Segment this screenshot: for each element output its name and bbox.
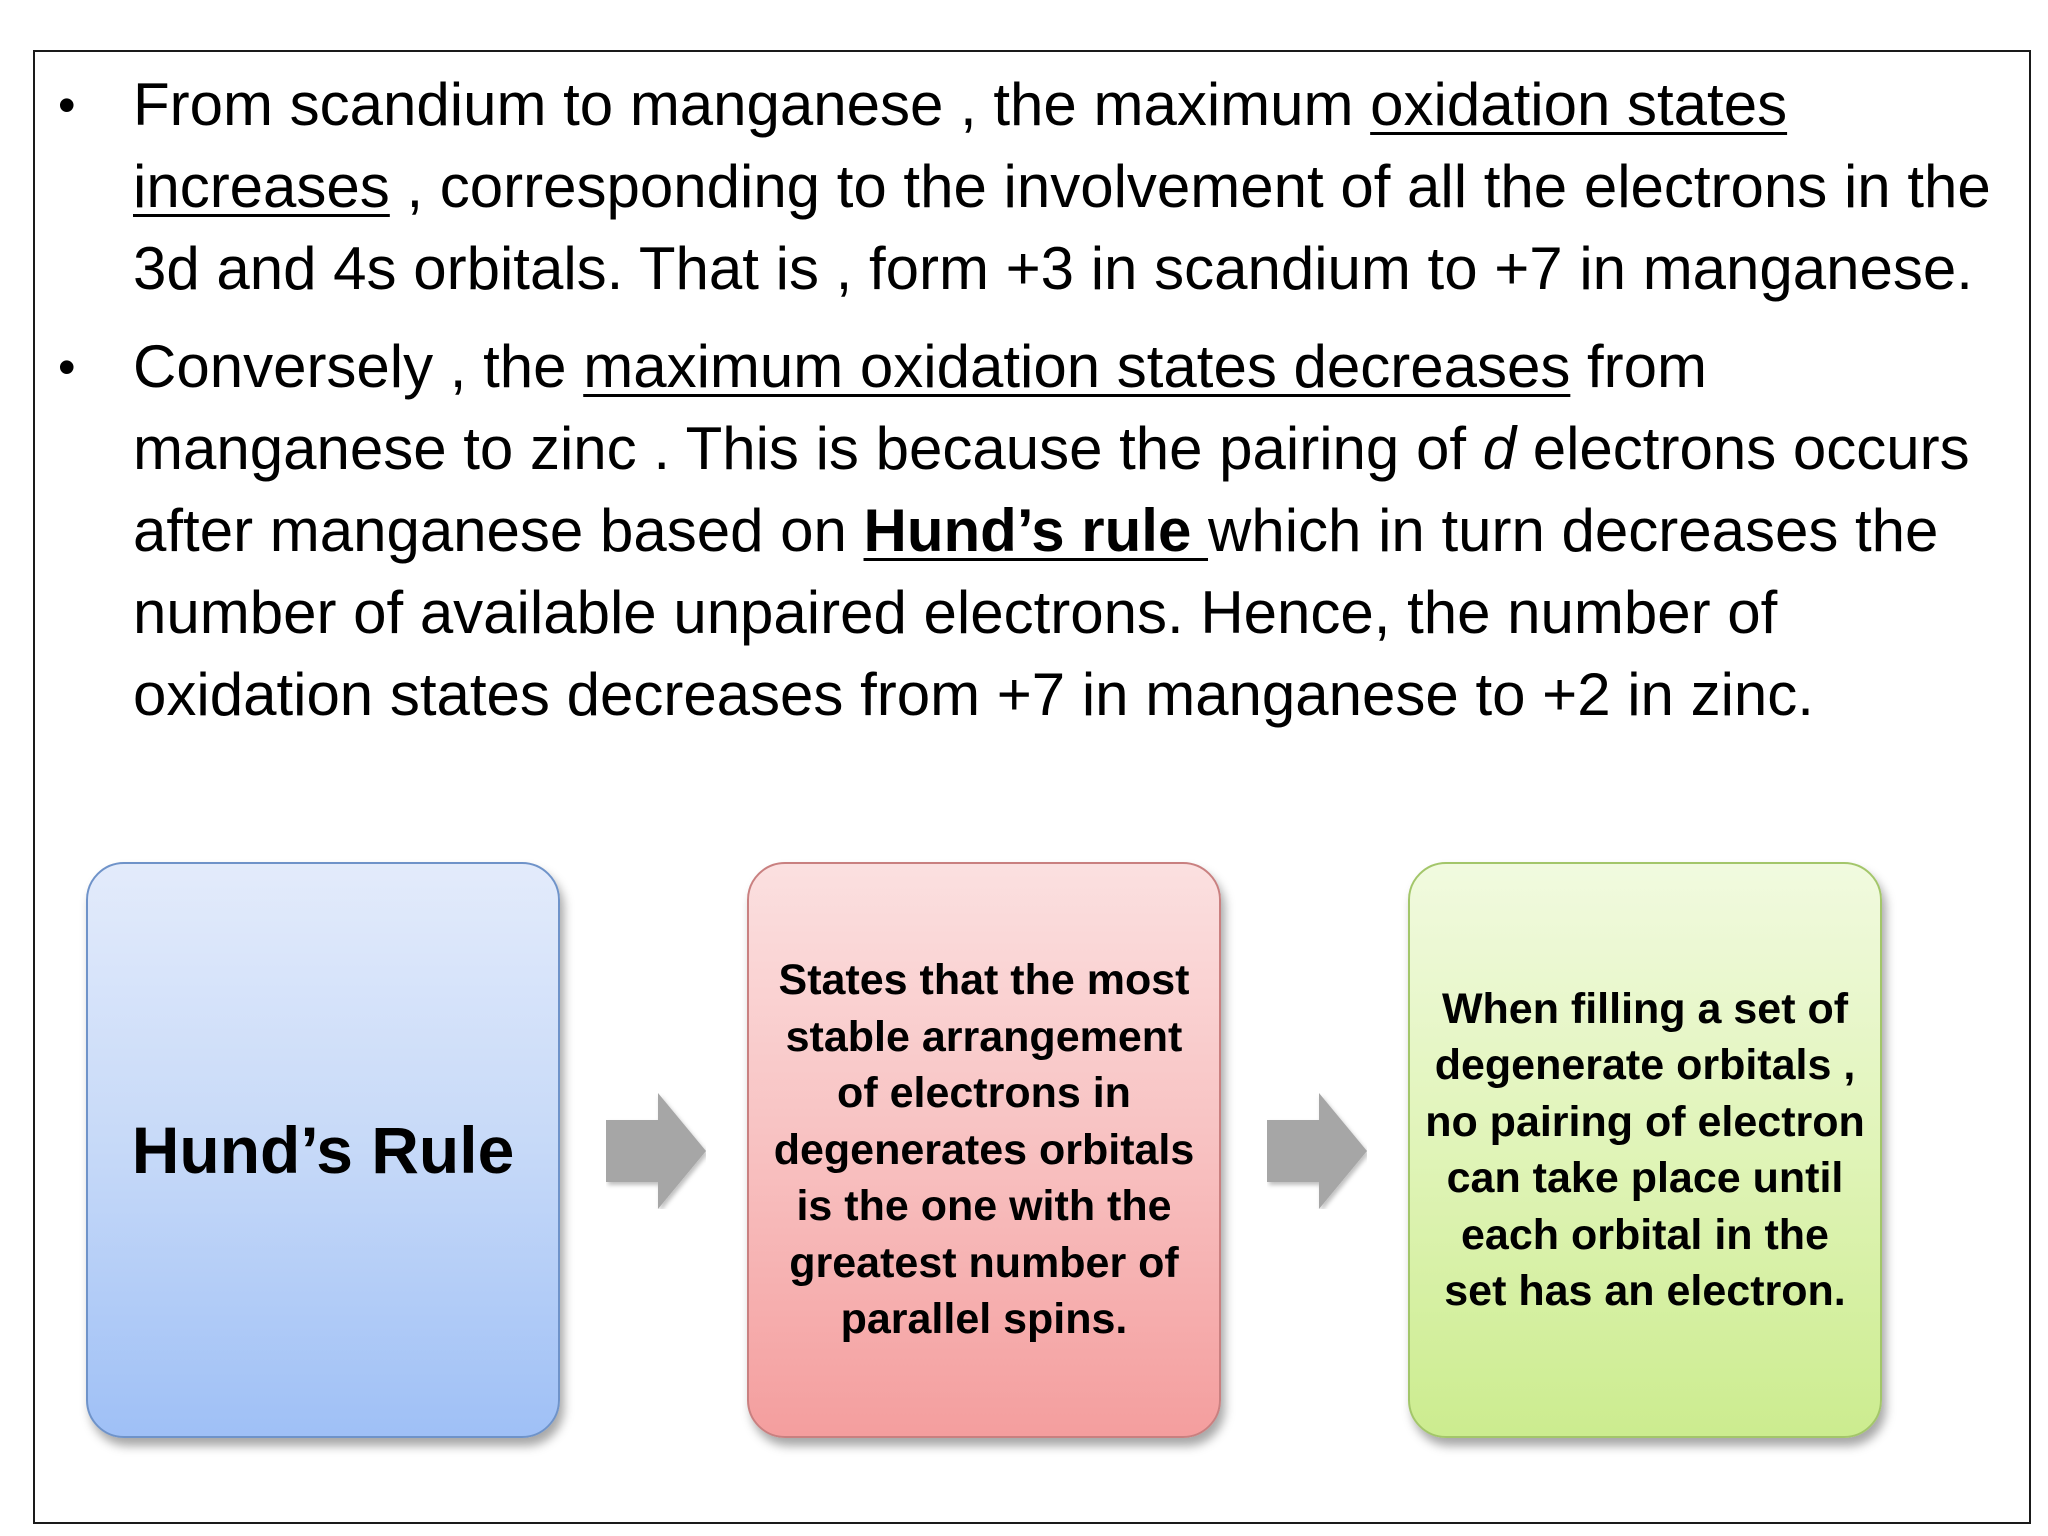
- underlined-phrase: oxidation states increases: [133, 71, 1788, 220]
- text-run: From scandium to manganese , the maximum: [133, 71, 1371, 138]
- underlined-phrase: maximum oxidation states decreases: [583, 333, 1571, 400]
- hunds-rule-title: Hund’s Rule: [131, 1113, 515, 1187]
- text-run: which in turn decreases the number of available unpaired electrons. Hence, the number of oxidation states decreases from +7 in manganese to +2 in zinc.: [133, 497, 1939, 728]
- bullet-item: [54, 326, 2014, 736]
- right-arrow-icon: [606, 1093, 706, 1209]
- bullet-icon: •: [58, 77, 76, 133]
- bullet-item: [54, 64, 2014, 310]
- bullet-text: [133, 333, 1970, 728]
- hunds-rule-box: [86, 862, 560, 1438]
- text-run: Conversely , the: [133, 333, 584, 400]
- bullet-text: [133, 71, 1991, 302]
- italic-term: d: [1482, 415, 1517, 482]
- bullet-list: [54, 64, 2014, 752]
- hunds-rule-consequence-text: When filling a set of degenerate orbitals , no pairing of electron can take place until each orbital in the set has an electron.: [1425, 984, 1865, 1315]
- text-run: , corresponding to the involvement of all the electrons in the 3d and 4s orbitals. That is , form +3 in scandium to +7 in manganese.: [133, 153, 1991, 302]
- bold-underlined-term: Hund’s rule: [863, 497, 1209, 564]
- hunds-rule-definition-box: [747, 862, 1221, 1438]
- text-run: from manganese to zinc . This is because the pairing of: [133, 333, 1707, 482]
- hunds-rule-definition-text: States that the most stable arrangement of electrons in degenerates orbitals is the one with the greatest number of parallel spins.: [773, 956, 1195, 1344]
- text-run: electrons occurs after manganese based on: [133, 415, 1970, 564]
- bullet-icon: •: [58, 339, 76, 395]
- right-arrow-icon: [1267, 1093, 1367, 1209]
- hunds-rule-consequence-box: [1408, 862, 1882, 1438]
